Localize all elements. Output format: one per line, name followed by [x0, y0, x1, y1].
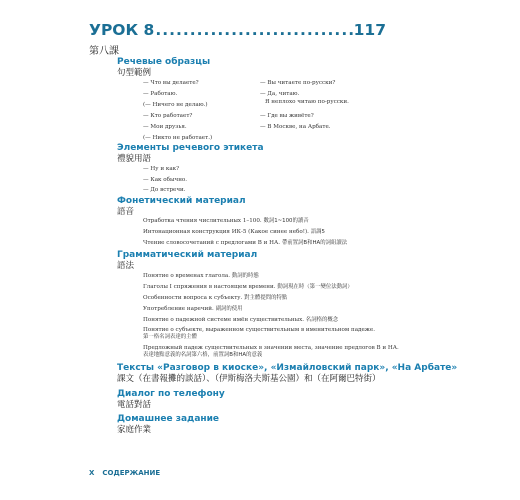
grammar-line — [143, 295, 287, 302]
section-subtitle: 電話對話 — [117, 400, 152, 410]
section-subtitle: 語音 — [117, 207, 135, 217]
line-ru: Отработка чтения числительных 1–100. — [143, 218, 264, 224]
grammar-line — [143, 317, 338, 324]
section-texts — [117, 363, 458, 385]
line-zh: 數詞1~100的讀音 — [263, 218, 309, 224]
etiquette-line: — Ну и как? — [143, 166, 180, 172]
grammar-line — [143, 284, 353, 291]
lesson-title: УРОК 8 — [89, 21, 155, 39]
section-title: Речевые образцы — [117, 57, 211, 67]
line-ru: Чтение словосочетаний с предлогами В и НА. — [143, 240, 282, 246]
line-zh: 動詞現在時（第一變位法動詞） — [277, 284, 353, 290]
etiquette-line: — До встречи. — [143, 187, 186, 193]
grammar-line — [143, 334, 197, 341]
section-title: Диалог по телефону — [117, 389, 225, 399]
section-subtitle: 家庭作業 — [117, 425, 152, 435]
section-grammar — [117, 250, 417, 272]
grammar-line — [143, 352, 262, 359]
section-subtitle: 課文（在書報攤的談話）、（伊斯梅洛夫斯基公園）和（在阿爾巴特街） — [117, 374, 381, 384]
phonetics-line — [143, 218, 309, 225]
footer-label: СОДЕРЖАНИЕ — [102, 469, 161, 477]
section-title: Тексты «Разговор в киоске», «Измайловский парк», «На Арбате» — [117, 363, 458, 373]
line-zh: 動詞的時態 — [231, 273, 259, 279]
line-ru: Употребление наречий. — [143, 306, 216, 312]
line-zh: 副詞的使用 — [215, 306, 243, 312]
line-ru: Интонационная конструкция ИК-5 (Какое синее небо!). — [143, 229, 311, 235]
speech-left-line: — Работаю. — [143, 91, 178, 97]
section-subtitle: 語法 — [117, 261, 135, 271]
line-ru: Понятие о падежной системе имён существительных. — [143, 317, 306, 323]
speech-left-line: — Мои друзья. — [143, 124, 187, 130]
phonetics-line — [143, 229, 325, 236]
speech-right-line: — Вы читаете по-русски? — [260, 80, 336, 86]
section-phonetics — [117, 196, 417, 218]
section-subtitle: 禮貌用語 — [117, 154, 152, 164]
line-ru: Понятие о временах глагола. — [143, 273, 232, 279]
line-zh: 帶前置詞В和НА的詞組讀法 — [281, 240, 348, 246]
line-zh: 名詞格的概念 — [305, 317, 339, 323]
lesson-page-number: 117 — [353, 21, 386, 39]
section-homework — [117, 414, 417, 436]
line-ru: Особенности вопроса к субъекту. — [143, 295, 245, 301]
grammar-line — [143, 306, 243, 313]
section-title: Элементы речевого этикета — [117, 143, 264, 153]
line-zh: 對主體提問的特點 — [244, 295, 288, 301]
section-dialogue — [117, 389, 417, 411]
etiquette-line: — Как обычно. — [143, 177, 188, 183]
speech-right-line: — Где вы живёте? — [260, 113, 314, 119]
section-etiquette — [117, 143, 417, 165]
speech-right-line: — В Москве, на Арбате. — [260, 124, 331, 130]
leader-dots — [155, 21, 352, 39]
section-title: Грамматический материал — [117, 250, 258, 260]
section-title: Домашнее задание — [117, 414, 220, 424]
section-speech-patterns — [117, 57, 417, 79]
lesson-subtitle: 第八課 — [89, 46, 119, 57]
grammar-line — [143, 327, 375, 334]
speech-left-line: — Что вы делаете? — [143, 80, 199, 86]
grammar-line — [143, 345, 399, 352]
line-ru: Предложный падеж существительных в значении места, значение предлогов В и НА. — [143, 345, 399, 351]
line-ru: Глаголы I спряжения в настоящем времени. — [143, 284, 278, 290]
grammar-line — [143, 273, 259, 280]
line-zh: 表達地點意義的名詞第六格，前置詞В和НА的意義 — [143, 352, 263, 358]
phonetics-line — [143, 240, 347, 247]
section-title: Фонетический материал — [117, 196, 246, 206]
footer-page-letter: X — [89, 469, 95, 477]
section-subtitle: 句型範例 — [117, 68, 152, 78]
line-zh: 第一格名詞表達的主體 — [143, 334, 197, 340]
page-footer — [89, 469, 160, 477]
speech-left-line: (— Ничего не делаю.) — [143, 102, 208, 108]
speech-right-line: — Да, читаю. — [260, 91, 300, 97]
speech-left-line: (— Никто не работает.) — [143, 135, 213, 141]
line-zh: 語調5 — [310, 229, 325, 235]
speech-left-line: — Кто работает? — [143, 113, 193, 119]
lesson-heading — [89, 21, 386, 41]
line-ru: Понятие о субъекте, выраженном существительным в именительном падеже. — [143, 327, 376, 333]
speech-right-line: Я неплохо читаю по-русски. — [265, 99, 349, 105]
